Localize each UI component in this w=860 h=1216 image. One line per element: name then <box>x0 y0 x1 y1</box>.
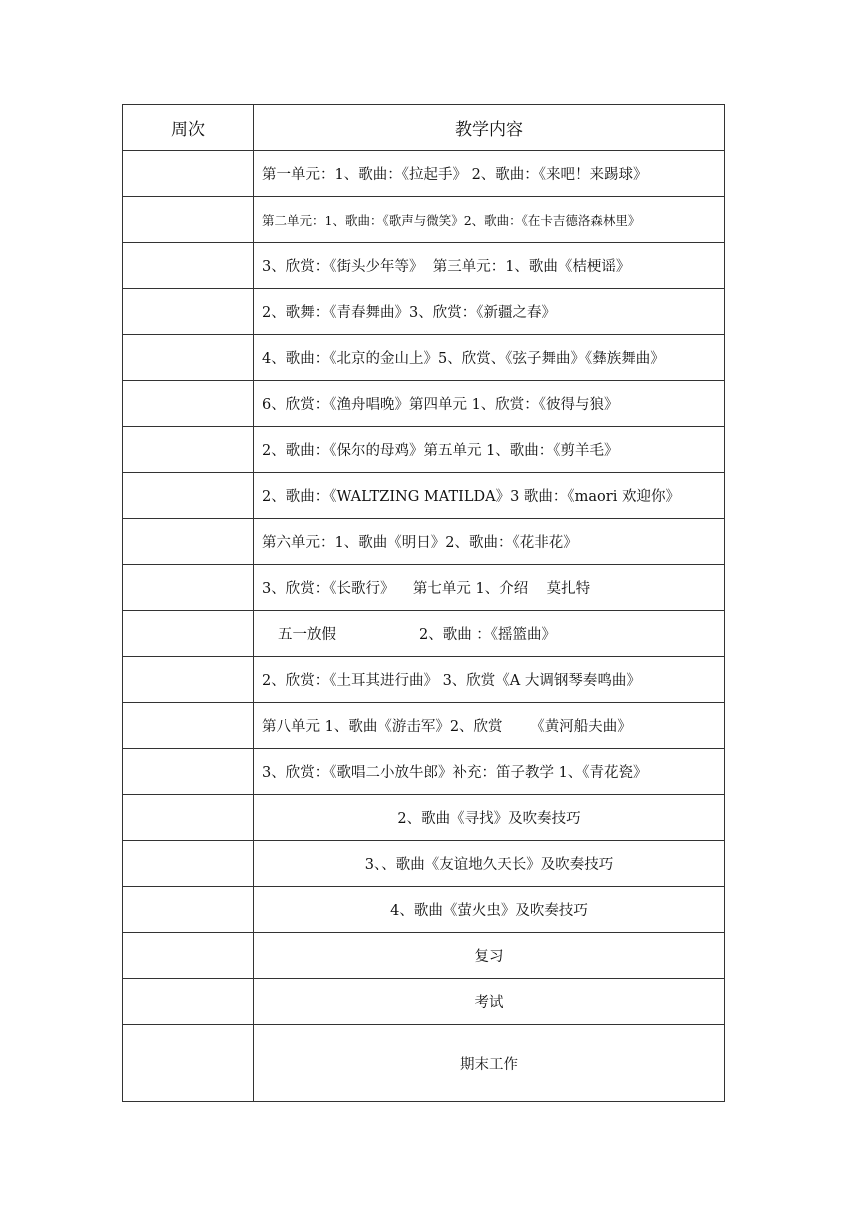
week-cell <box>123 197 254 243</box>
content-cell: 第八单元 1、歌曲《游击军》2、欣赏 《黄河船夫曲》 <box>254 703 725 749</box>
table-row <box>123 749 725 795</box>
table-row <box>123 197 725 243</box>
week-cell <box>123 841 254 887</box>
content-cell: 2、歌舞：《青春舞曲》3、欣赏：《新疆之春》 <box>254 289 725 335</box>
week-cell <box>123 979 254 1025</box>
content-cell: 3、、歌曲《友谊地久天长》及吹奏技巧 <box>254 841 725 887</box>
content-cell: 考试 <box>254 979 725 1025</box>
table-row <box>123 335 725 381</box>
table-row <box>123 703 725 749</box>
table-row <box>123 979 725 1025</box>
week-cell <box>123 887 254 933</box>
content-cell: 复习 <box>254 933 725 979</box>
content-cell: 五一放假 2、歌曲 ：《摇篮曲》 <box>254 611 725 657</box>
table-row <box>123 151 725 197</box>
table-row <box>123 565 725 611</box>
content-cell: 4、歌曲《萤火虫》及吹奏技巧 <box>254 887 725 933</box>
content-cell: 6、欣赏：《渔舟唱晚》第四单元 1、欣赏：《彼得与狼》 <box>254 381 725 427</box>
week-cell <box>123 335 254 381</box>
table-row <box>123 611 725 657</box>
week-cell <box>123 381 254 427</box>
week-cell <box>123 749 254 795</box>
week-cell <box>123 933 254 979</box>
week-cell <box>123 703 254 749</box>
table-row <box>123 1025 725 1102</box>
table-row <box>123 887 725 933</box>
content-cell: 2、歌曲：《保尔的母鸡》第五单元 1、歌曲：《剪羊毛》 <box>254 427 725 473</box>
content-cell: 2、欣赏：《土耳其进行曲》 3、欣赏《A 大调钢琴奏鸣曲》 <box>254 657 725 703</box>
content-cell: 第一单元：1、歌曲：《拉起手》 2、歌曲：《来吧！来踢球》 <box>254 151 725 197</box>
table-row <box>123 657 725 703</box>
week-cell <box>123 795 254 841</box>
week-cell <box>123 243 254 289</box>
week-cell <box>123 151 254 197</box>
content-cell: 期末工作 <box>254 1025 725 1102</box>
table-header-row <box>123 105 725 151</box>
content-cell: 2、歌曲：《WALTZING MATILDA》3 歌曲：《maori 欢迎你》 <box>254 473 725 519</box>
content-cell: 第六单元：1、歌曲《明日》2、歌曲：《花非花》 <box>254 519 725 565</box>
week-cell <box>123 1025 254 1102</box>
content-column-header: 教学内容 <box>254 105 725 151</box>
week-column-header: 周次 <box>123 105 254 151</box>
week-cell <box>123 657 254 703</box>
teaching-schedule-table <box>122 104 725 1102</box>
week-cell <box>123 519 254 565</box>
table-row <box>123 841 725 887</box>
content-cell: 3、欣赏：《长歌行》 第七单元 1、介绍 莫扎特 <box>254 565 725 611</box>
table-row <box>123 243 725 289</box>
content-cell: 第二单元：1、歌曲：《歌声与微笑》2、歌曲：《在卡吉德洛森林里》 <box>254 197 725 243</box>
content-cell: 4、歌曲：《北京的金山上》5、欣赏、《弦子舞曲》《彝族舞曲》 <box>254 335 725 381</box>
content-cell: 2、歌曲《寻找》及吹奏技巧 <box>254 795 725 841</box>
week-cell <box>123 473 254 519</box>
week-cell <box>123 611 254 657</box>
table-row <box>123 795 725 841</box>
table-row <box>123 519 725 565</box>
week-cell <box>123 289 254 335</box>
table-row <box>123 289 725 335</box>
table-row <box>123 933 725 979</box>
table-row <box>123 427 725 473</box>
content-cell: 3、欣赏：《歌唱二小放牛郎》补充：笛子教学 1、《青花瓷》 <box>254 749 725 795</box>
week-cell <box>123 565 254 611</box>
table-row <box>123 473 725 519</box>
content-cell: 3、欣赏：《街头少年等》 第三单元：1、歌曲《桔梗谣》 <box>254 243 725 289</box>
table-row <box>123 381 725 427</box>
week-cell <box>123 427 254 473</box>
